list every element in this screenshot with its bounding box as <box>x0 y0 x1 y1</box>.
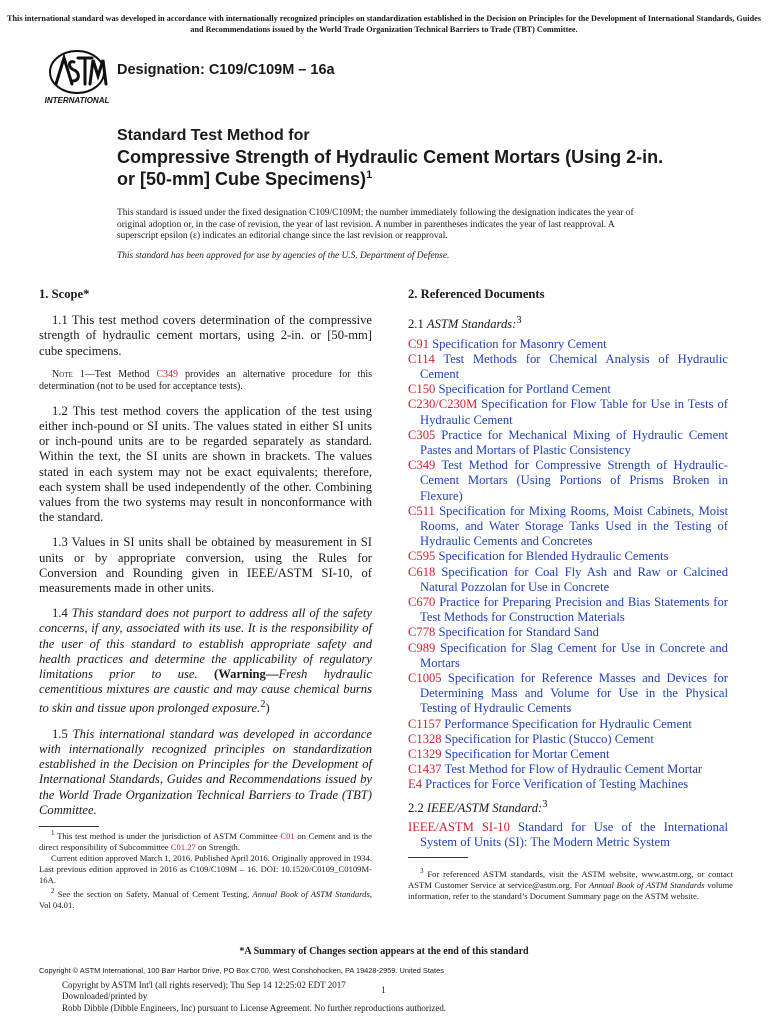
reference-item <box>408 717 728 732</box>
subcommittee-link-c01-27[interactable]: C01.27 <box>170 841 196 852</box>
scope-1-2: 1.2 This test method covers the application of the test using either inch-pound or SI units. The values stated in either SI units or inch-pound units are to be regarded separately as standard. Within the text, the SI units are shown in brackets. The values stated in each system may not be exact equivalents; therefore, each system shall be used independently of the other. Combining values from the two systems may result in nonconformance with the standard. <box>39 403 372 525</box>
reference-title-link[interactable]: Specification for Flow Table for Use in Tests of Hydraulic Cement <box>420 397 728 427</box>
dod-approval: This standard has been approved for use by agencies of the U.S. Department of Defense. <box>117 251 450 261</box>
footnote-2 <box>39 886 372 911</box>
fn-marker: 1 <box>51 829 55 837</box>
fn-marker: 2 <box>51 886 55 895</box>
note-link-c349[interactable]: C349 <box>156 368 179 380</box>
designation: Designation: C109/C109M – 16a <box>117 62 335 78</box>
astm-standards-label <box>408 313 728 332</box>
reference-title-link[interactable]: Specification for Reference Masses and Devices for Determining Mass and Volume for Use in the Physical Testing of Hydraulic Cements <box>420 671 728 716</box>
reference-code-link[interactable]: C778 <box>408 625 436 640</box>
note-label: Note <box>52 368 73 380</box>
fn-text: See the section on Safety, Manual of Cement Testing, <box>54 888 253 899</box>
right-column <box>408 287 728 850</box>
fn-italic: Annual Book of ASTM Standards <box>589 879 705 890</box>
reference-list <box>408 337 728 793</box>
logo-text: INTERNATIONAL <box>44 96 110 105</box>
reference-code-link[interactable]: C150 <box>408 382 436 397</box>
reference-item <box>408 458 728 504</box>
standard-notice: This international standard was developed in accordance with internationally recognized principles on standardization established in the Decision on Principles for the Development of International Standards, Guides and Recommendations issued by the World Trade Organization Technical Barriers to Trade (TBT) Committee. <box>7 14 761 34</box>
fn-text: This test method is under the jurisdiction of ASTM Committee <box>54 830 281 841</box>
download-info <box>62 980 446 1014</box>
warning-label: (Warning— <box>197 667 279 682</box>
reference-title-link[interactable]: Practice for Mechanical Mixing of Hydraulic Cement Pastes and Mortars of Plastic Consistency <box>420 427 728 458</box>
footnotes-left <box>39 828 372 911</box>
reference-item <box>408 732 728 747</box>
scope-1-5 <box>39 727 372 818</box>
footnote-divider-right <box>408 857 468 858</box>
title-prefix: Standard Test Method for <box>117 127 310 144</box>
summary-of-changes-note: *A Summary of Changes section appears at the end of this standard <box>239 946 529 957</box>
document-title <box>117 126 677 190</box>
reference-title-link[interactable]: Specification for Blended Hydraulic Cements <box>438 549 669 564</box>
copyright-line: Copyright © ASTM International, 100 Barr Harbor Drive, PO Box C700, West Conshohocken, PA 19428-2959. United States <box>39 966 444 975</box>
ieee-standard-label <box>408 797 728 816</box>
note-text: 1—Test Method <box>72 368 157 380</box>
fn-italic: Annual Book of ASTM Standards <box>252 888 370 899</box>
fn-text: , Vol 04.01. <box>39 888 372 910</box>
reference-title-link[interactable]: Specification for Masonry Cement <box>432 336 607 351</box>
astm-logo <box>40 50 114 106</box>
reference-code-link[interactable]: C349 <box>408 458 436 473</box>
reference-title-link[interactable]: Test Method for Compressive Strength of Hydraulic-Cement Mortars (Using Portions of Prisms Broken in Flexure) <box>420 458 728 503</box>
reference-item <box>408 337 728 352</box>
reference-code-link[interactable]: C1437 <box>408 762 442 777</box>
reference-item <box>408 762 728 777</box>
fn-text: For referenced ASTM standards, visit the ASTM website, www.astm.org, or contact ASTM Customer Service at service@astm.org. For <box>408 868 733 890</box>
reference-item <box>408 625 728 640</box>
scope-heading: 1. Scope* <box>39 287 90 301</box>
reference-code-link[interactable]: E4 <box>408 777 422 792</box>
footnote-1-edition: Current edition approved March 1, 2016. Published April 2016. Originally approved in 1934. Last previous edition approved in 2016 as C109/C109M – 16. DOI: 10.1520/C0109_C0109M-16A. <box>39 852 372 885</box>
reference-item <box>408 504 728 550</box>
reference-item <box>408 747 728 762</box>
reference-title-link[interactable]: Standard for Use of the International System of Units (SI): The Modern Metric System <box>420 820 728 850</box>
reference-item <box>408 382 728 397</box>
reference-code-link[interactable]: C511 <box>408 503 435 518</box>
footnotes-right <box>408 866 733 902</box>
ieee-label: IEEE/ASTM Standard: <box>426 800 543 815</box>
download-line-1: Copyright by ASTM Int'l (all rights reserved); Thu Sep 14 12:25:02 EDT 2017 <box>62 980 346 990</box>
download-line-2: Downloaded/printed by <box>62 991 148 1002</box>
reference-code-link[interactable]: C670 <box>408 595 436 610</box>
reference-title-link[interactable]: Specification for Coal Fly Ash and Raw or Calcined Natural Pozzolan for Use in Concrete <box>420 564 728 594</box>
safety-text: This standard does not purport to address all of the safety concerns, if any, associated with its use. It is the responsibility of the user of this standard to establish appropriate safety and health practices and determine the applicability of regulatory limitations prior to use. <box>39 606 372 682</box>
fn-text: on Strength. <box>195 841 240 852</box>
note-1 <box>39 369 372 394</box>
reference-code-link[interactable]: C1329 <box>408 747 442 762</box>
reference-title-link[interactable]: Specification for Portland Cement <box>438 382 611 397</box>
reference-item <box>408 565 728 595</box>
committee-link-c01[interactable]: C01 <box>280 830 295 841</box>
reference-code-link[interactable]: C618 <box>408 564 436 579</box>
reference-title-link[interactable]: Test Methods for Chemical Analysis of Hydraulic Cement <box>420 351 729 381</box>
reference-item <box>408 428 728 458</box>
footnote-3 <box>408 866 733 902</box>
footnote-divider <box>39 826 99 827</box>
title-text: Compressive Strength of Hydraulic Cement Mortars (Using 2-in. or [50-mm] Cube Specimens) <box>117 147 664 189</box>
wto-text: This international standard was developed in accordance with internationally recognized principles on standardization established in the Decision on Principles for the Development of International Standards, Guides and Recommendations issued by the World Trade Organization Technical Barriers to Trade (TBT) Committee. <box>39 726 372 817</box>
reference-code-link[interactable]: C114 <box>408 351 435 366</box>
page-number: 1 <box>381 986 386 996</box>
reference-title-link[interactable]: Specification for Plastic (Stucco) Cement <box>444 731 654 746</box>
reference-item <box>408 641 728 671</box>
astm-logo-icon <box>40 50 114 106</box>
reference-item <box>408 595 728 625</box>
reference-code-link[interactable]: C1157 <box>408 716 442 731</box>
para-number: 1.5 <box>52 726 73 741</box>
reference-item <box>408 352 728 382</box>
reference-item <box>408 549 728 564</box>
footnote-ref-3b: 3 <box>542 798 548 810</box>
footnote-ref-2: 2 <box>260 699 266 711</box>
reference-title-link[interactable]: Practices for Force Verification of Testing Machines <box>425 777 689 792</box>
reference-title-link[interactable]: Specification for Slag Cement for Use in Concrete and Mortars <box>420 640 728 670</box>
scope-1-4 <box>39 606 372 717</box>
fn-marker: 3 <box>420 867 424 875</box>
para-number: 2.2 <box>408 800 427 815</box>
reference-title-link[interactable]: Performance Specification for Hydraulic Cement <box>444 716 692 731</box>
astm-label: ASTM Standards: <box>426 317 517 332</box>
reference-title-link[interactable]: Specification for Mixing Rooms, Moist Cabinets, Moist Rooms, and Water Storage Tanks Used in the Testing of Hydraulic Cements and Concretes <box>420 503 729 549</box>
footnote-1 <box>39 828 372 853</box>
reference-item <box>408 777 728 792</box>
reference-code-link[interactable]: C595 <box>408 549 436 564</box>
footnote-ref-3: 3 <box>516 315 522 327</box>
note-text-end: provides an alternative procedure for this determination (not to be used for acceptance tests). <box>39 368 372 393</box>
warning-text: Fresh hydraulic cementitious mixtures are caustic and may cause chemical burns to skin and tissue upon prolonged exposure. <box>39 667 373 716</box>
reference-code-link[interactable]: IEEE/ASTM SI-10 <box>408 820 510 835</box>
reference-code-link[interactable]: C989 <box>408 640 436 655</box>
fn-text: on Cement and is the direct responsibility of Subcommittee <box>39 830 372 852</box>
reference-title-link[interactable]: Specification for Standard Sand <box>438 625 599 640</box>
reference-item <box>408 397 728 427</box>
issuance-statement: This standard is issued under the fixed designation C109/C109M; the number immediately following the designation indicates the year of original adoption or, in the case of revision, the year of last revision. A number in parentheses indicates the year of last reapproval. A superscript epsilon (ε) indicates an editorial change since the last revision or reapproval. <box>117 208 634 242</box>
reference-item <box>408 671 728 717</box>
referenced-docs-heading: 2. Referenced Documents <box>408 287 545 301</box>
title-footnote-ref: 1 <box>366 169 373 181</box>
para-number: 1.4 <box>52 606 72 621</box>
fn-text: volume information, refer to the standard’s Document Summary page on the ASTM website. <box>408 879 733 901</box>
reference-title-link[interactable]: Test Method for Flow of Hydraulic Cement Mortar <box>444 762 703 777</box>
reference-item-ieee <box>408 820 728 850</box>
scope-1-1: 1.1 This test method covers determination of the compressive strength of hydraulic cement mortars, using 2-in. or [50-mm] cube specimens. <box>39 313 372 358</box>
para-number: 2.1 <box>408 317 427 332</box>
reference-title-link[interactable]: Specification for Mortar Cement <box>444 747 610 762</box>
reference-code-link[interactable]: C1328 <box>408 731 442 746</box>
reference-title-link[interactable]: Practice for Preparing Precision and Bias Statements for Test Methods for Construction Materials <box>420 595 728 625</box>
title-main <box>117 146 677 190</box>
scope-1-3: 1.3 Values in SI units shall be obtained by measurement in SI units or by appropriate conversion, using the Rules for Conversion and Rounding given in IEEE/ASTM SI-10, of measurements made in other units. <box>39 535 372 596</box>
left-column <box>39 287 372 828</box>
paren-close: ) <box>265 701 270 716</box>
reference-code-link[interactable]: C91 <box>408 336 429 351</box>
download-line-3: Robb Dibble (Dibble Engineers, Inc) pursuant to License Agreement. No further reproductions authorized. <box>62 1002 447 1013</box>
reference-code-link[interactable]: C230/C230M <box>408 397 478 412</box>
reference-code-link[interactable]: C1005 <box>408 671 442 686</box>
reference-code-link[interactable]: C305 <box>408 427 436 442</box>
